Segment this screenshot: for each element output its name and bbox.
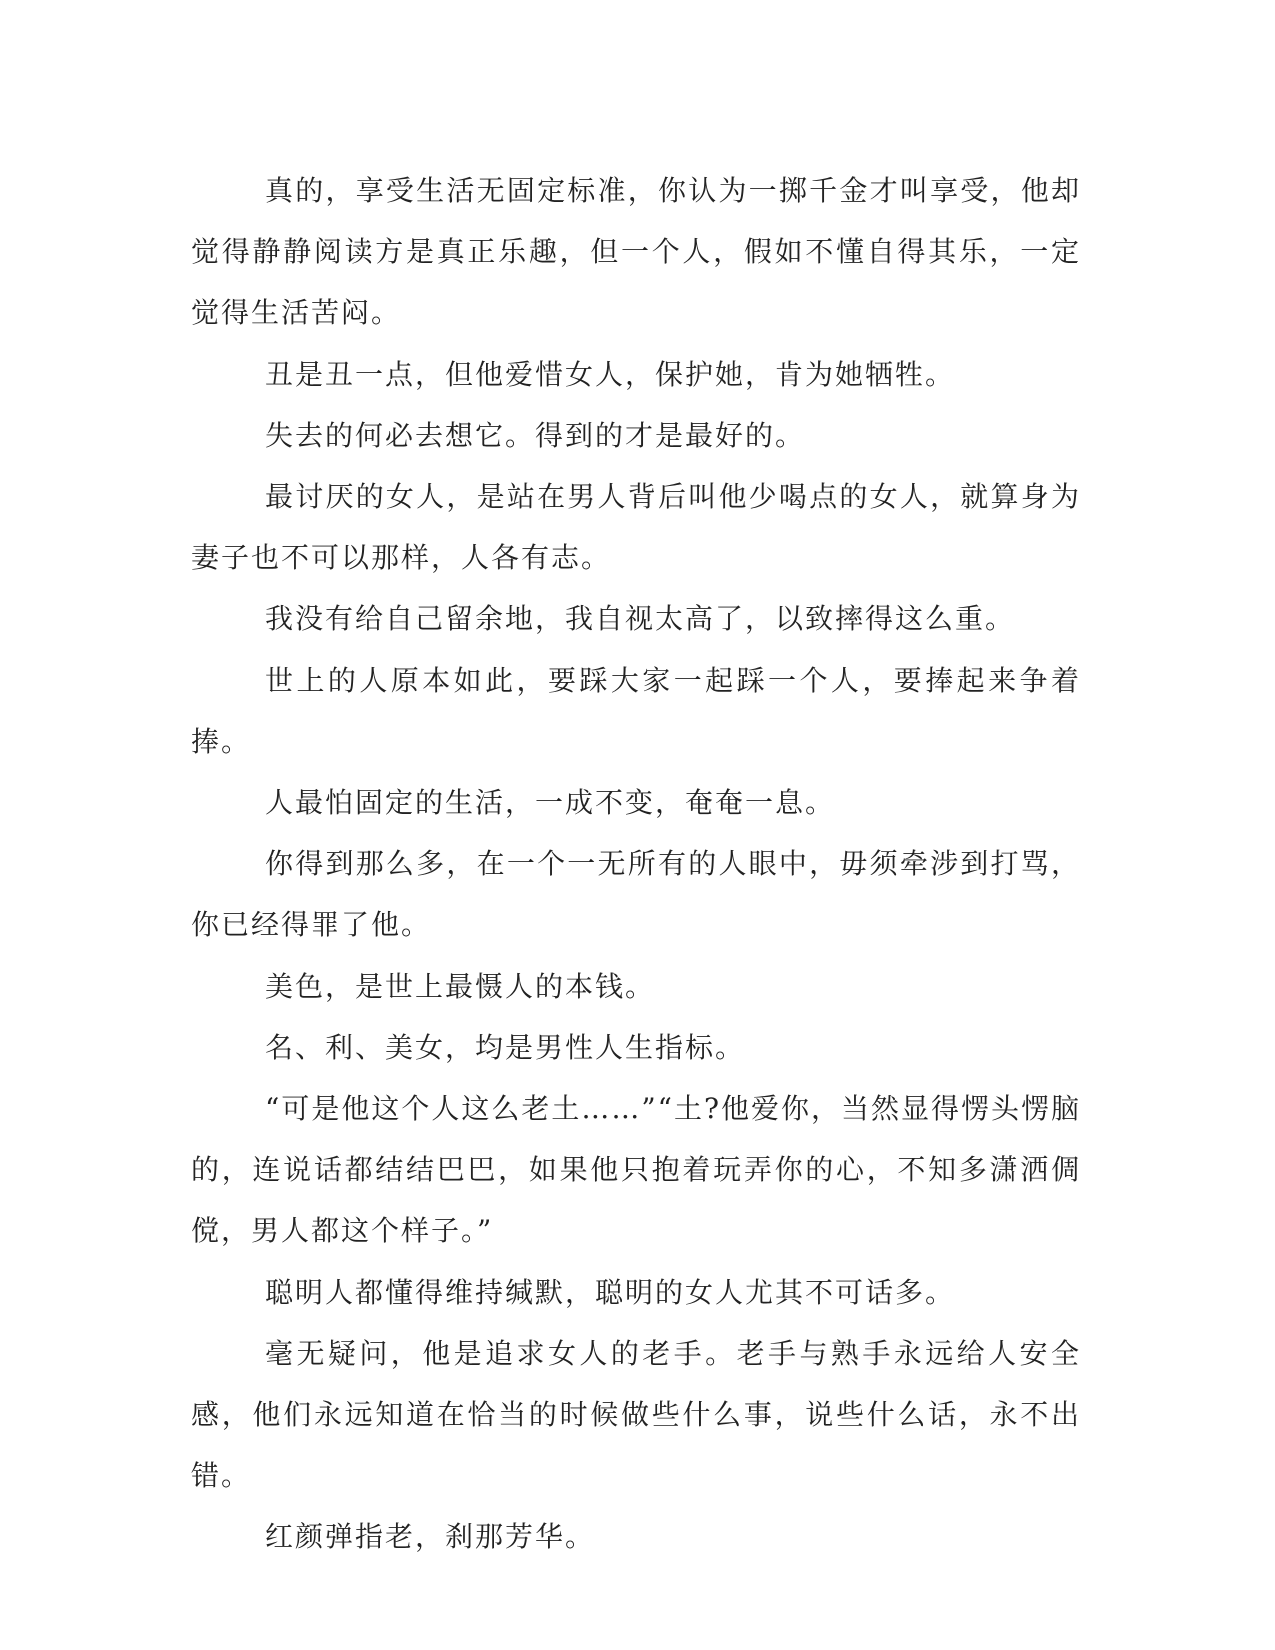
paragraph: “可是他这个人这么老土……”“土?他爱你，当然显得愣头愣脑的，连说话都结结巴巴，如果他只抱着玩弄你的心，不知多潇洒倜傥，男人都这个样子。” xyxy=(191,1092,1081,1248)
paragraph: 失去的何必去想它。得到的才是最好的。 xyxy=(265,418,806,452)
paragraph: 你得到那么多，在一个一无所有的人眼中，毋须牵涉到打骂，你已经得罪了他。 xyxy=(191,847,1081,942)
paragraph: 丑是丑一点，但他爱惜女人，保护她，肯为她牺牲。 xyxy=(265,357,956,391)
paragraph: 真的，享受生活无固定标准，你认为一掷千金才叫享受，他却觉得静静阅读方是真正乐趣，但一个人，假如不懂自得其乐，一定觉得生活苦闷。 xyxy=(191,174,1081,330)
paragraph: 我没有给自己留余地，我自视太高了，以致摔得这么重。 xyxy=(265,602,1016,636)
paragraph: 最讨厌的女人，是站在男人背后叫他少喝点的女人，就算身为妻子也不可以那样，人各有志。 xyxy=(191,480,1081,575)
body-text xyxy=(191,160,1081,1568)
paragraph: 名、利、美女，均是男性人生指标。 xyxy=(265,1030,746,1064)
paragraph: 毫无疑问，他是追求女人的老手。老手与熟手永远给人安全感，他们永远知道在恰当的时候做些什么事，说些什么话，永不出错。 xyxy=(191,1336,1081,1493)
paragraph: 红颜弹指老，刹那芳华。 xyxy=(265,1520,596,1554)
paragraph: 聪明人都懂得维持缄默，聪明的女人尤其不可话多。 xyxy=(265,1275,956,1309)
paragraph: 美色，是世上最慑人的本钱。 xyxy=(265,969,656,1003)
paragraph: 世上的人原本如此，要踩大家一起踩一个人，要捧起来争着捧。 xyxy=(191,663,1081,758)
paragraph: 人最怕固定的生活，一成不变，奄奄一息。 xyxy=(265,786,836,820)
